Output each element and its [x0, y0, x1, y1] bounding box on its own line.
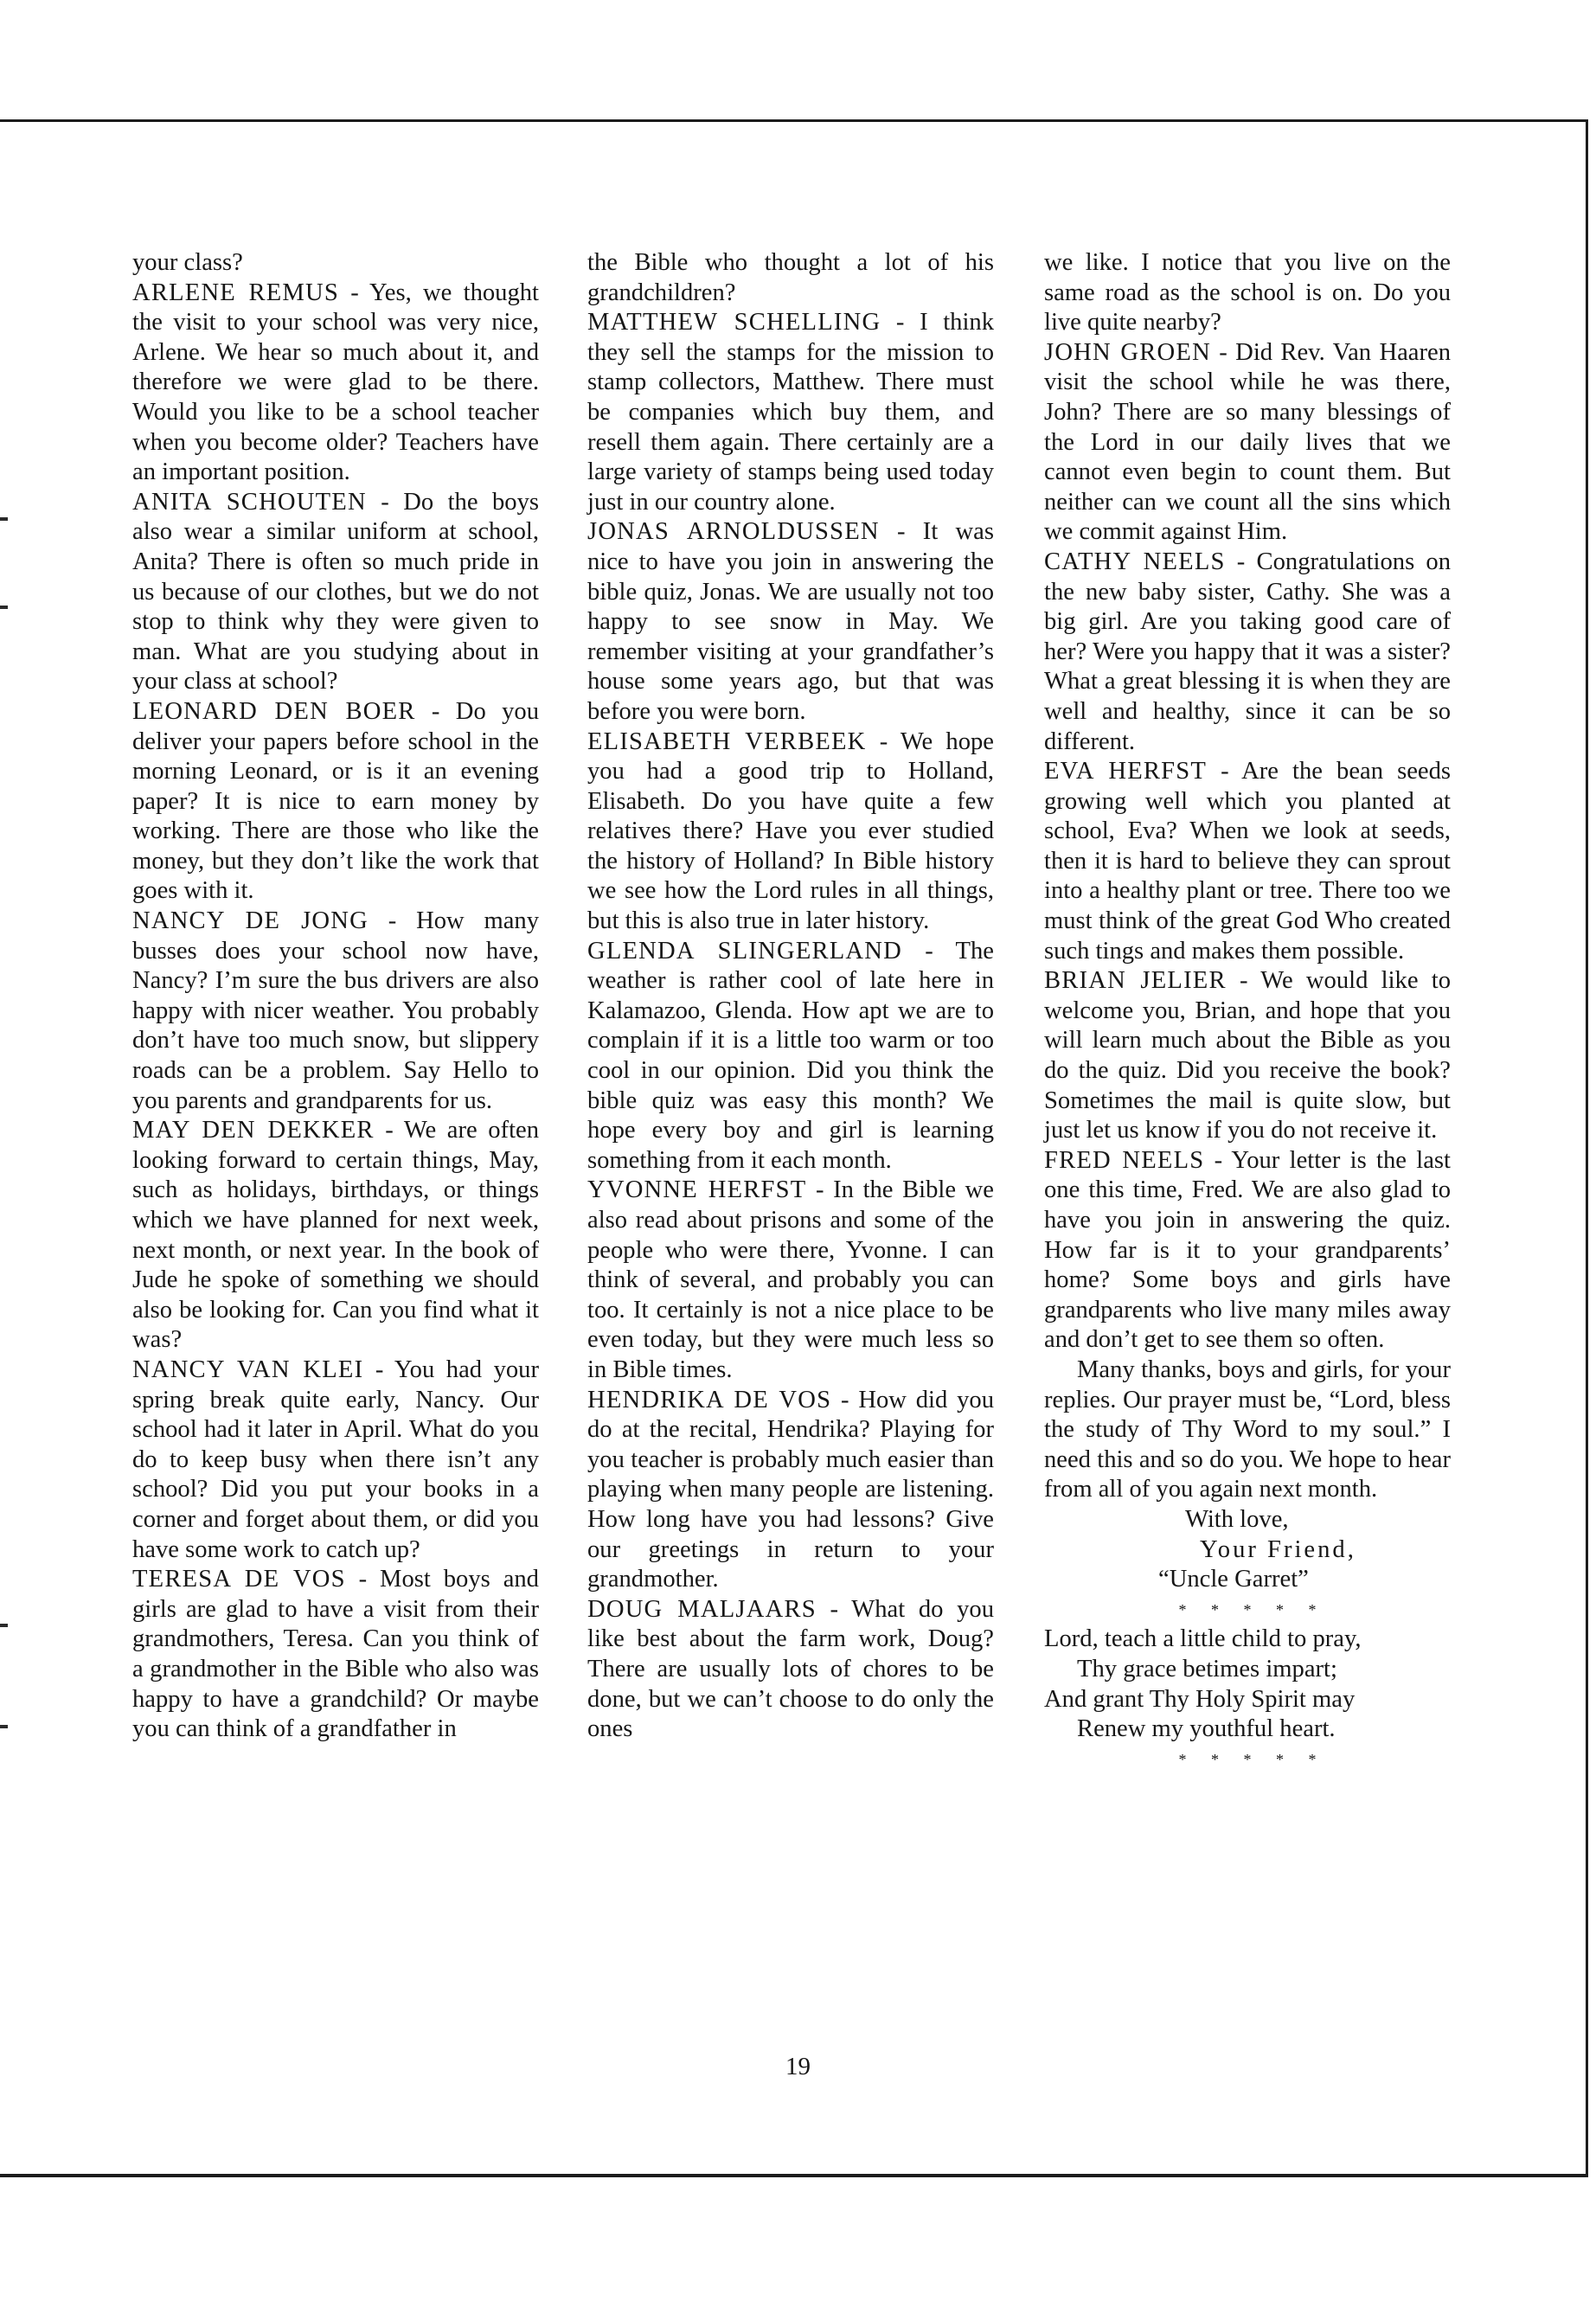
letter-reply: ANITA SCHOUTEN - Do the boys also wear a similar uniform at school, Anita? There is often so much pride in us because of our clothes, but we do not stop to think why they were given to man. What are you studying about in your class at school?	[132, 488, 539, 695]
letter-reply: ARLENE REMUS - Yes, we thought the visit to your school was very nice, Arlene. We hear so much about it, and therefore we were glad to be there. Would you like to be a school teacher when you become older? Teachers have an important position.	[132, 279, 539, 486]
text-column-1	[132, 248, 539, 1745]
child-name: DOUG MALJAARS	[587, 1595, 817, 1623]
child-name: NANCY VAN KLEI	[132, 1356, 364, 1383]
poem-line: And grant Thy Holy Spirit may	[1044, 1685, 1356, 1713]
letter-reply: GLENDA SLINGERLAND - The weather is rather cool of late here in Kalamazoo, Glenda. How apt we are to complain if it is a little too warm or too cool in our opinion. Did you think the bible quiz was easy this month? We hope every boy and girl is learning something from it each month.	[587, 937, 994, 1174]
letter-reply: JONAS ARNOLDUSSEN - It was nice to have you join in answering the bible quiz, Jonas. We are usually not too happy to see snow in May. We remember visiting at your grandfather’s house some years ago, but that was before you were born.	[587, 518, 994, 725]
letter-reply: HENDRIKA DE VOS - How did you do at the recital, Hendrika? Playing for you teacher is probably much easier than playing when many people are listening. How long have you had lessons? Give our greetings in return to your grandmother.	[587, 1386, 995, 1593]
letter-reply: TERESA DE VOS - Most boys and girls are glad to have a visit from their grandmothers, Teresa. Can you think of a grandmother in the Bible who also was happy to have a grandchild? Or maybe you can think of a grandfather in	[132, 1566, 539, 1743]
letter-reply: BRIAN JELIER - We would like to welcome you, Brian, and hope that you will learn much about the Bible as you do the quiz. Did you receive the book? Sometimes the mail is quite slow, but just let us know if you do not receive it.	[1044, 967, 1452, 1144]
letter-reply: DOUG MALJAARS - What do you like best about the farm work, Doug? There are usually lots of chores to be done, but we can’t choose to do only the ones	[587, 1595, 994, 1743]
child-name: BRIAN JELIER	[1044, 967, 1227, 995]
letter-reply: LEONARD DEN BOER - Do you deliver your papers before school in the morning Leonard, or is it an evening paper? It is nice to earn money by working. There are those who like the money, but they don’t like the work that goes with it.	[132, 697, 539, 905]
poem-line: Thy grace betimes impart;	[1077, 1655, 1337, 1682]
letter-reply: the Bible who thought a lot of his grandchildren?	[587, 249, 994, 306]
prayer-poem	[1044, 1625, 1451, 1744]
child-name: TERESA DE VOS	[132, 1566, 346, 1593]
scan-edge-mark	[0, 1624, 8, 1627]
child-name: ARLENE REMUS	[132, 279, 339, 306]
letter-reply: NANCY DE JONG - How many busses does your school now have, Nancy? I’m sure the bus drivers are also happy with nicer weather. You probably don’t have too much snow, but slippery roads can be a problem. Say Hello to you parents and grandparents for us.	[132, 907, 540, 1114]
child-name: MATTHEW SCHELLING	[587, 309, 881, 336]
letter-reply: JOHN GROEN - Did Rev. Van Haaren visit the school while he was there, John? There are so many blessings of the Lord in our daily lives that we cannot even begin to count them. But neither can we count all the sins which we commit against Him.	[1044, 338, 1451, 546]
letter-reply: YVONNE HERFST - In the Bible we also read about prisons and some of the people who were there, Yvonne. I can think of several, and probably you can too. It certainly is not a nice place to be even today, but they were much less so in Bible times.	[587, 1176, 995, 1383]
child-name: JOHN GROEN	[1044, 338, 1211, 366]
signature: “Uncle Garret”	[1158, 1566, 1309, 1593]
scan-edge-mark	[0, 606, 8, 609]
letter-reply: we like. I notice that you live on the same road as the school is on. Do you live quite nearby?	[1044, 249, 1451, 336]
letter-reply: CATHY NEELS - Congratulations on the new baby sister, Cathy. She was a big girl. Are you taking good care of her? Were you happy that it was a sister? What a great blessing it is when they are well and healthy, since it can be so different.	[1044, 548, 1451, 755]
star-separator: * * * * *	[1178, 1600, 1327, 1618]
letter-reply: EVA HERFST - Are the bean seeds growing well which you planted at school, Eva? When we look at seeds, then it is hard to believe they can sprout into a healthy plant or tree. There too we must think of the great God Who created such tings and makes them possible.	[1044, 758, 1452, 965]
child-name: HENDRIKA DE VOS	[587, 1386, 832, 1413]
child-name: FRED NEELS	[1044, 1146, 1205, 1174]
child-name: LEONARD DEN BOER	[132, 697, 416, 725]
child-name: ELISABETH VERBEEK	[587, 727, 867, 755]
poem-line: Renew my youthful heart.	[1077, 1715, 1336, 1743]
child-name: NANCY DE JONG	[132, 907, 369, 935]
letter-reply: NANCY VAN KLEI - You had your spring break quite early, Nancy. Our school had it later in April. What do you do to keep busy when there isn’t any school? Did you put your books in a corner and forget about them, or did you have some work to catch up?	[132, 1356, 539, 1563]
with-love-line: With love,	[1185, 1505, 1289, 1533]
star-separator: * * * * *	[1178, 1750, 1327, 1768]
text-column-2	[587, 248, 994, 1745]
child-name: GLENDA SLINGERLAND	[587, 937, 902, 965]
scan-edge-mark	[0, 517, 8, 521]
letter-reply: FRED NEELS - Your letter is the last one this time, Fred. We are also glad to have you join in answering the quiz. How far is it to your grandparents’ home? Some boys and girls have grandparents who live many miles away and don’t get to see them so often.	[1044, 1146, 1451, 1354]
text-column-3	[1044, 248, 1451, 1774]
closing-paragraph: Many thanks, boys and girls, for your replies. Our prayer must be, “Lord, bless the study of Thy Word to my soul.” I need this and so do you. We hope to hear from all of you again next month.	[1044, 1356, 1451, 1503]
scan-edge-mark	[0, 1725, 8, 1728]
child-name: JONAS ARNOLDUSSEN	[587, 518, 880, 546]
letter-reply: your class?	[132, 249, 243, 276]
letter-reply: ELISABETH VERBEEK - We hope you had a good trip to Holland, Elisabeth. Do you have quite a few relatives there? Have you ever studied the history of Holland? In Bible history we see how the Lord rules in all things, but this is also true in later history.	[587, 727, 994, 935]
child-name: YVONNE HERFST	[587, 1176, 807, 1204]
child-name: EVA HERFST	[1044, 758, 1208, 785]
letter-reply: MATTHEW SCHELLING - I think they sell the stamps for the mission to stamp collectors, Matthew. There must be companies which buy them, and resell them again. There certainly are a large variety of stamps being used today just in our country alone.	[587, 309, 994, 516]
letter-reply: MAY DEN DEKKER - We are often looking forward to certain things, May, such as holidays, birthdays, or things which we have planned for next week, next month, or next year. In the book of Jude he spoke of something we should also be looking for. Can you find what it was?	[132, 1117, 539, 1354]
child-name: CATHY NEELS	[1044, 548, 1226, 575]
page-number: 19	[785, 2053, 811, 2080]
child-name: ANITA SCHOUTEN	[132, 488, 367, 516]
poem-line: Lord, teach a little child to pray,	[1044, 1625, 1362, 1653]
child-name: MAY DEN DEKKER	[132, 1117, 375, 1144]
your-friend-line: Your Friend,	[1200, 1535, 1356, 1563]
